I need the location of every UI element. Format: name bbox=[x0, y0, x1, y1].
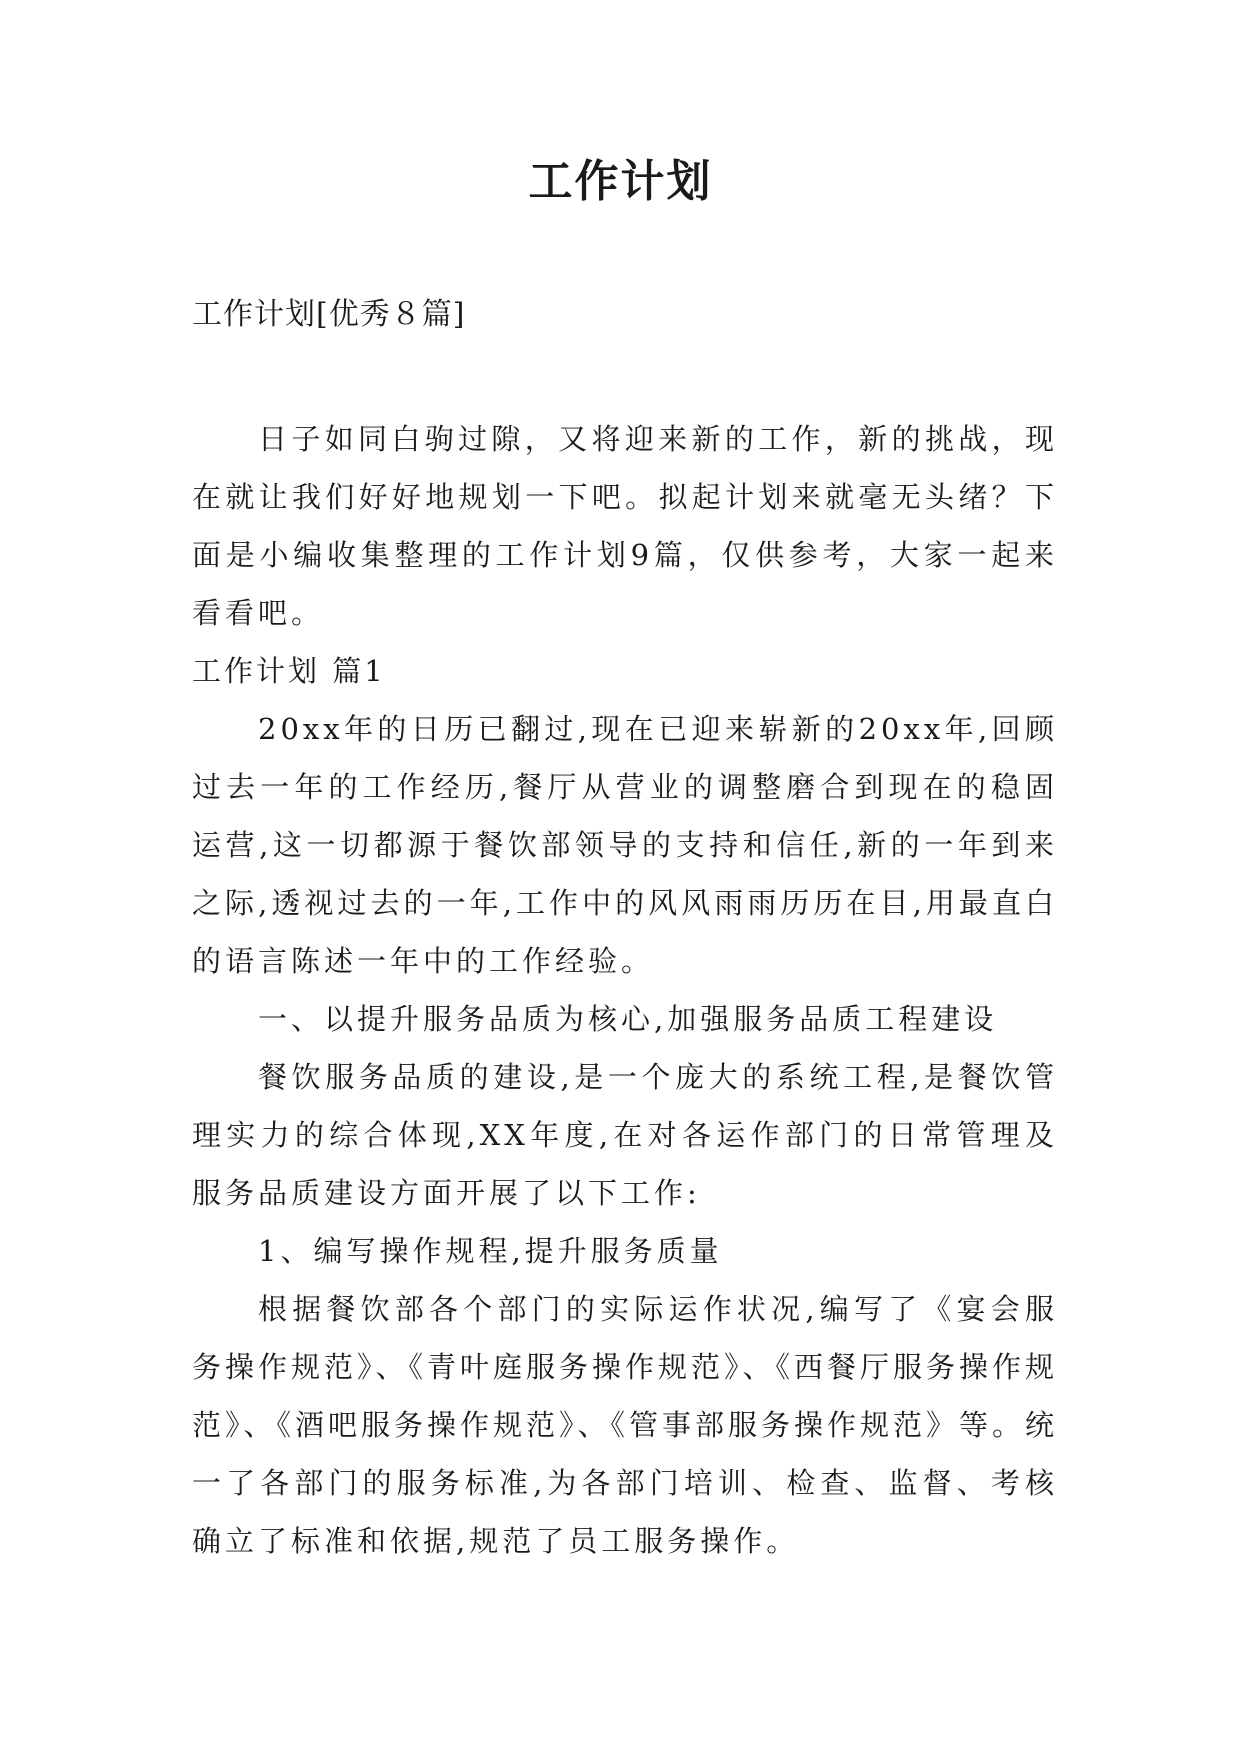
body-paragraph: 餐饮服务品质的建设,是一个庞大的系统工程,是餐饮管理实力的综合体现,XX年度,在对各运作部门的日常管理及服务品质建设方面开展了以下工作: bbox=[192, 1060, 1058, 1210]
body-paragraph: 20xx年的日历已翻过,现在已迎来崭新的20xx年,回顾过去一年的工作经历,餐厅从营业的调整磨合到现在的稳固运营,这一切都源于餐饮部领导的支持和信任,新的一年到来之际,透视过去的一年,工作中的风风雨雨历历在目,用最直白的语言陈述一年中的工作经验。 bbox=[192, 712, 1058, 978]
document-subtitle: 工作计划[优秀８篇] bbox=[192, 297, 466, 332]
body-paragraph: 根据餐饮部各个部门的实际运作状况,编写了《宴会服务操作规范》、《青叶庭服务操作规范》、《西餐厅服务操作规范》、《酒吧服务操作规范》、《管事部服务操作规范》等。统一了各部门的服务标准,为各部门培训、检查、监督、考核确立了标准和依据,规范了员工服务操作。 bbox=[192, 1292, 1059, 1558]
body-heading: 一、以提升服务品质为核心,加强服务品质工程建设 bbox=[258, 1002, 998, 1036]
document-body bbox=[192, 410, 1058, 1570]
document-title: 工作计划 bbox=[528, 156, 713, 207]
body-heading: 1、编写操作规程,提升服务质量 bbox=[258, 1234, 723, 1268]
section-heading: 工作计划 篇1 bbox=[192, 654, 386, 688]
intro-paragraph: 日子如同白驹过隙，又将迎来新的工作，新的挑战，现在就让我们好好地规划一下吧。拟起计划来就毫无头绪？下面是小编收集整理的工作计划9篇，仅供参考，大家一起来看看吧。 bbox=[192, 422, 1058, 630]
